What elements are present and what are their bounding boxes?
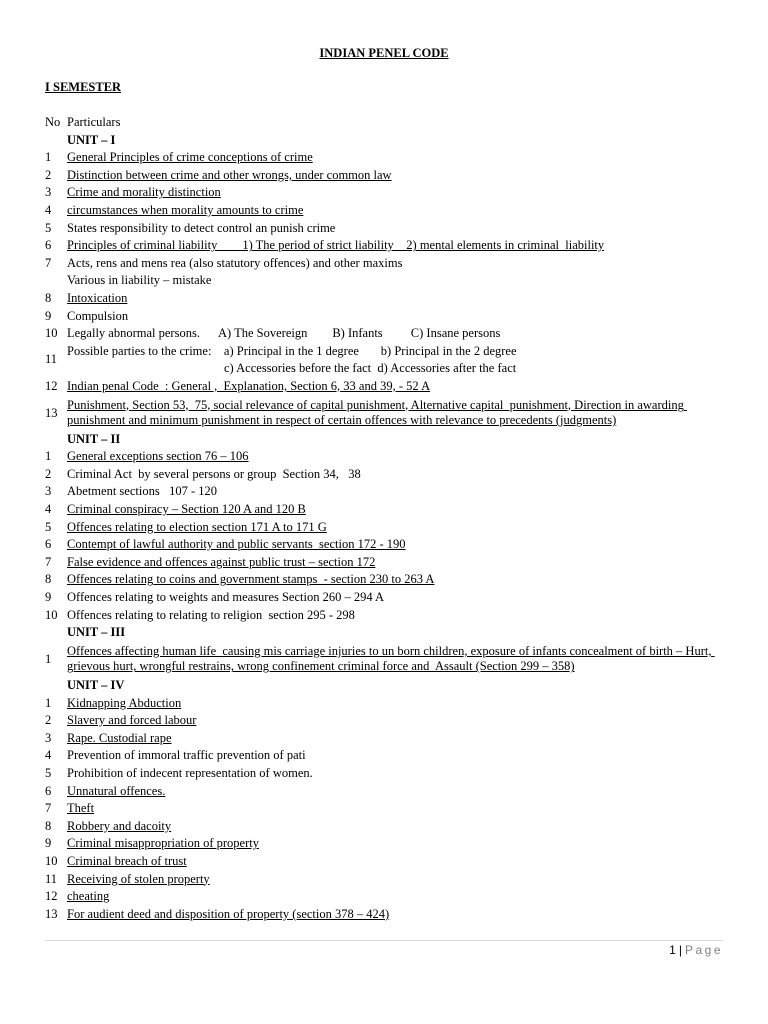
list-item [45, 783, 725, 801]
item-text: Contempt of lawful authority and public servants section 172 - 190 [67, 537, 406, 552]
item-text: Prevention of immoral traffic prevention of pati [67, 748, 306, 763]
item-number: 5 [45, 765, 52, 780]
list-item [45, 308, 725, 326]
item-number: 2 [45, 466, 52, 481]
footer-separator: | [678, 943, 682, 957]
item-text: UNIT – I [67, 132, 116, 147]
item-number: 4 [45, 202, 52, 217]
item-text: Criminal conspiracy – Section 120 A and 120 B [67, 502, 306, 517]
item-text: States responsibility to detect control an punish crime [67, 220, 336, 235]
syllabus-list [45, 114, 725, 923]
item-text: Criminal breach of trust [67, 853, 187, 868]
item-number: 5 [45, 519, 52, 534]
item-text: UNIT – III [67, 625, 126, 640]
page-number: 1 [669, 943, 676, 957]
list-item [45, 906, 725, 924]
item-text: Slavery and forced labour [67, 713, 197, 728]
list-item [45, 536, 725, 554]
list-item [45, 888, 725, 906]
item-text: Indian penal Code : General , Explanation, Section 6, 33 and 39, - 52 A [67, 378, 431, 393]
item-text: circumstances when morality amounts to crime [67, 202, 304, 217]
list-item [45, 554, 725, 572]
item-text: General exceptions section 76 – 106 [67, 449, 249, 464]
list-item [45, 800, 725, 818]
list-item [45, 519, 725, 537]
item-text: Offences relating to weights and measures Section 260 – 294 A [67, 590, 385, 605]
item-text: False evidence and offences against public trust – section 172 [67, 554, 376, 569]
unit-heading [45, 431, 725, 449]
item-number: 8 [45, 290, 52, 305]
item-text: Kidnapping Abduction [67, 695, 182, 710]
item-number: 11 [45, 871, 58, 886]
list-item [45, 272, 725, 290]
list-item [45, 202, 725, 220]
item-number: 2 [45, 167, 52, 182]
list-item [45, 607, 725, 625]
item-text: Theft [67, 801, 95, 816]
item-text: Crime and morality distinction [67, 185, 221, 200]
item-number: 7 [45, 801, 52, 816]
item-number: 10 [45, 853, 58, 868]
item-number: 13 [45, 906, 58, 921]
item-text-line: c) Accessories before the fact d) Accessories after the fact [224, 361, 517, 376]
list-item [45, 167, 725, 185]
item-number: 8 [45, 818, 52, 833]
item-text: For audient deed and disposition of property (section 378 – 424) [67, 906, 390, 921]
list-item [45, 835, 725, 853]
page-label: Page [684, 943, 723, 957]
list-item [45, 871, 725, 889]
item-text: Offences relating to election section 171 A to 171 G [67, 519, 327, 534]
item-number: 12 [45, 378, 58, 393]
item-number: 5 [45, 220, 52, 235]
list-item [45, 343, 725, 378]
item-text: General Principles of crime conceptions of crime [67, 150, 313, 165]
item-number: No [45, 115, 61, 129]
item-text: Legally abnormal persons. A) The Sovereign B) Infants C) Insane persons [67, 326, 501, 341]
item-number: 4 [45, 502, 52, 517]
item-text: cheating [67, 889, 110, 904]
list-item [45, 853, 725, 871]
list-item [45, 378, 725, 396]
item-text: Criminal misappropriation of property [67, 836, 259, 851]
item-text: Offences affecting human life causing mis carriage injuries to un born children, exposure of infants concealment of birth – Hurt, grievous hurt, wrongful restrains, wrong confinement criminal force and Assault (Section 299 – 358) [67, 643, 715, 674]
list-item [45, 730, 725, 748]
item-text-line: Possible parties to the crime: a) Principal in the 1 degree b) Principal in the 2 degree [67, 343, 517, 358]
item-number: 11 [45, 351, 58, 366]
item-text: Acts, rens and mens rea (also statutory offences) and other maxims [67, 255, 403, 270]
item-text: Robbery and dacoity [67, 818, 172, 833]
list-item [45, 114, 725, 132]
item-number: 9 [45, 590, 52, 605]
list-item [45, 765, 725, 783]
item-number: 1 [45, 651, 52, 666]
unit-heading [45, 624, 725, 642]
item-text: Abetment sections 107 - 120 [67, 484, 217, 499]
item-number: 4 [45, 748, 52, 763]
item-text: Punishment, Section 53, 75, social relevance of capital punishment, Alternative capital punishment, Direction in awarding punishment and minimum punishment in respect of certain offences with relevance to precedents (judgments) [67, 397, 687, 428]
list-item [45, 325, 725, 343]
footer-divider [45, 940, 723, 941]
item-text: Unnatural offences. [67, 783, 166, 798]
item-text: Offences relating to coins and government stamps - section 230 to 263 A [67, 572, 435, 587]
semester-heading: I SEMESTER [45, 80, 122, 94]
list-item [45, 818, 725, 836]
item-number: 3 [45, 730, 52, 745]
list-item [45, 571, 725, 589]
item-text: Offences relating to relating to religion section 295 - 298 [67, 607, 355, 622]
item-number: 9 [45, 836, 52, 851]
list-item [45, 747, 725, 765]
item-number: 10 [45, 326, 58, 341]
list-item [45, 184, 725, 202]
item-number: 2 [45, 713, 52, 728]
item-number: 6 [45, 537, 52, 552]
list-item [45, 448, 725, 466]
item-text: Various in liability – mistake [67, 273, 212, 288]
list-item [45, 483, 725, 501]
item-number: 13 [45, 405, 58, 420]
item-number: 10 [45, 607, 58, 622]
item-text: Rape. Custodial rape [67, 730, 172, 745]
item-number: 12 [45, 889, 58, 904]
list-item [45, 149, 725, 167]
list-item [45, 237, 725, 255]
item-number: 6 [45, 238, 52, 253]
document-title: INDIAN PENEL CODE [319, 46, 449, 60]
unit-heading [45, 677, 725, 695]
item-number: 7 [45, 255, 52, 270]
item-text: Intoxication [67, 290, 128, 305]
item-text [67, 343, 725, 378]
item-text: UNIT – II [67, 431, 121, 446]
unit-heading [45, 132, 725, 150]
item-number: 6 [45, 783, 52, 798]
list-item [45, 642, 725, 677]
list-item [45, 712, 725, 730]
item-number: 8 [45, 572, 52, 587]
list-item [45, 466, 725, 484]
item-number: 1 [45, 449, 52, 464]
item-number: 1 [45, 695, 52, 710]
list-item [45, 695, 725, 713]
item-text: Principles of criminal liability 1) The period of strict liability 2) mental elements in criminal liability [67, 238, 605, 253]
list-item [45, 290, 725, 308]
list-item [45, 220, 725, 238]
item-number: 7 [45, 554, 52, 569]
item-text: UNIT – IV [67, 678, 125, 692]
item-number: 9 [45, 308, 52, 323]
list-item [45, 255, 725, 273]
item-number: 1 [45, 150, 52, 165]
item-text: Particulars [67, 115, 121, 129]
item-text: Prohibition of indecent representation of women. [67, 765, 313, 780]
item-text: Receiving of stolen property [67, 871, 210, 886]
item-number: 3 [45, 185, 52, 200]
item-text: Distinction between crime and other wrongs, under common law [67, 167, 392, 182]
list-item [45, 396, 725, 431]
item-text: Compulsion [67, 308, 129, 323]
page-footer [669, 943, 723, 957]
item-number: 3 [45, 484, 52, 499]
item-text: Criminal Act by several persons or group Section 34, 38 [67, 466, 361, 481]
list-item [45, 589, 725, 607]
list-item [45, 501, 725, 519]
